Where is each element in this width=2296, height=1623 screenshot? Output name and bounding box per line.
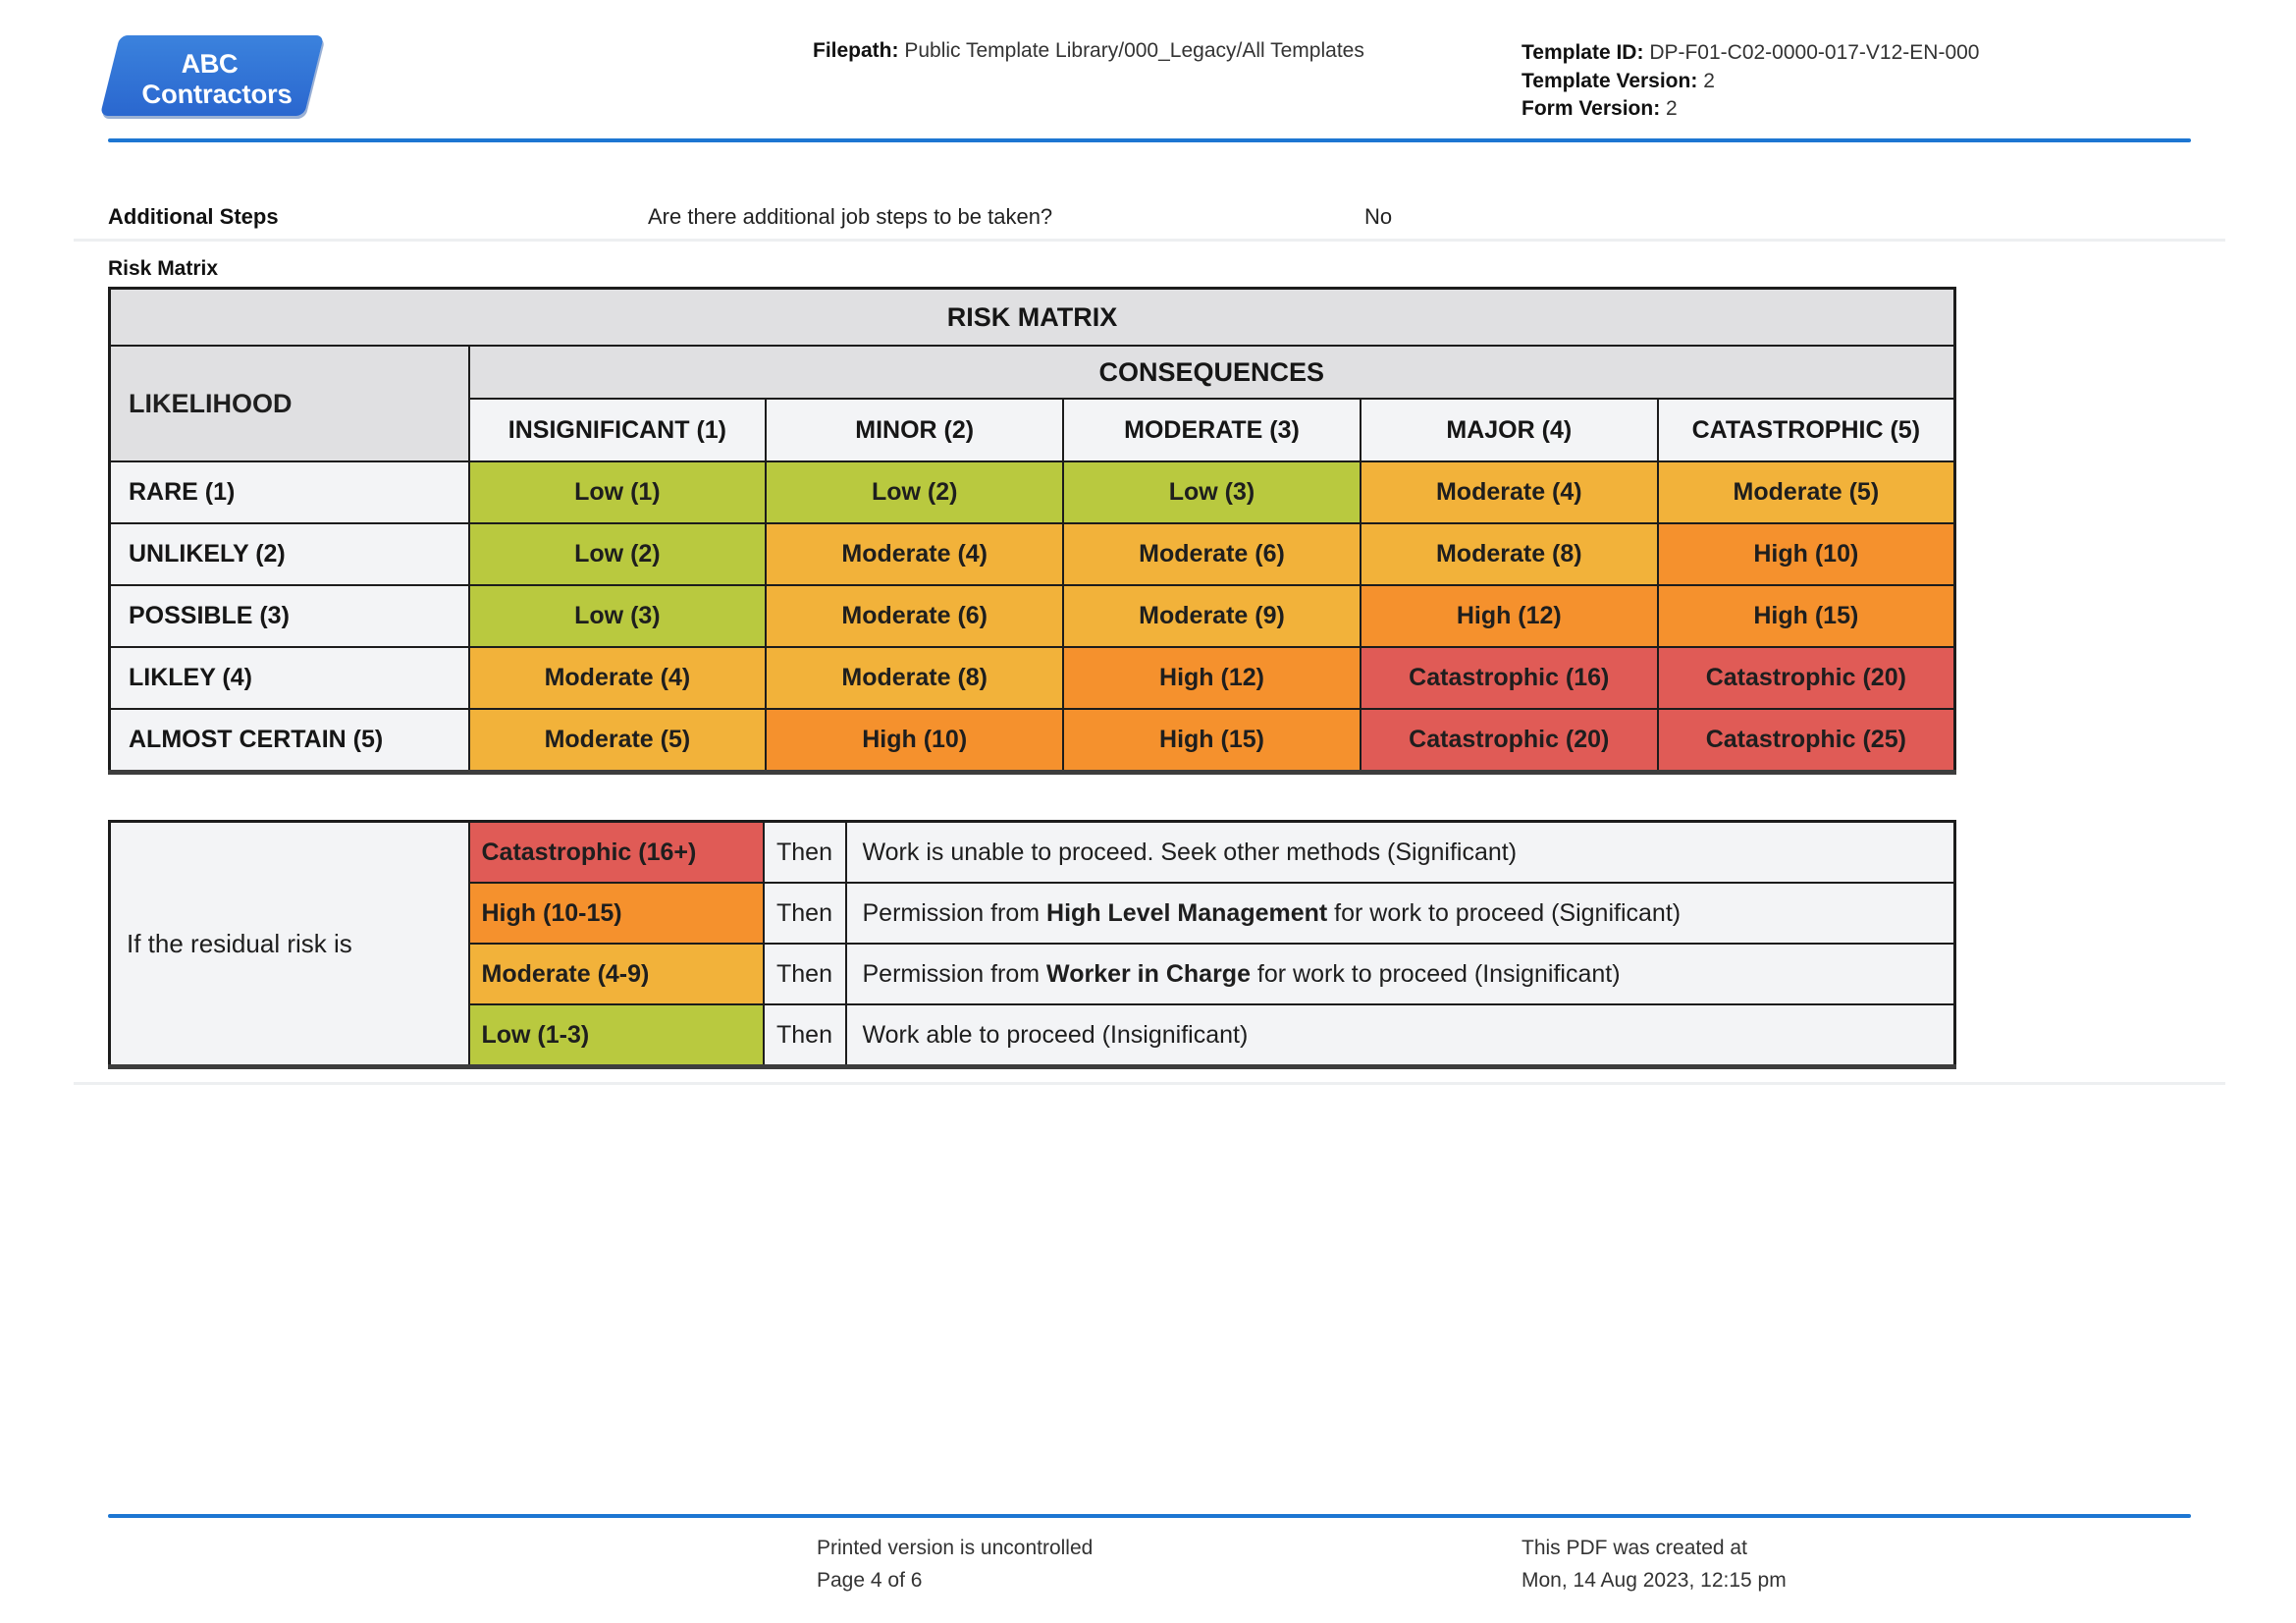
risk-cell: Moderate (8) xyxy=(1361,523,1658,585)
column-header-minor: MINOR (2) xyxy=(766,399,1063,461)
residual-outcome: Work is unable to proceed. Seek other methods (Significant) xyxy=(846,822,1955,884)
table-row xyxy=(110,709,1955,773)
risk-cell: High (12) xyxy=(1063,647,1361,709)
risk-cell: Moderate (4) xyxy=(469,647,767,709)
then-label: Then xyxy=(764,944,846,1004)
residual-level-low: Low (1-3) xyxy=(469,1004,764,1067)
risk-cell: Low (3) xyxy=(469,585,767,647)
pdf-created-value: Mon, 14 Aug 2023, 12:15 pm xyxy=(1522,1569,1787,1592)
risk-cell: Low (2) xyxy=(469,523,767,585)
column-header-moderate: MODERATE (3) xyxy=(1063,399,1361,461)
risk-cell: Moderate (6) xyxy=(1063,523,1361,585)
likelihood-almost-certain: ALMOST CERTAIN (5) xyxy=(110,709,469,773)
section-divider xyxy=(74,239,2225,242)
then-label: Then xyxy=(764,822,846,884)
residual-level-moderate: Moderate (4-9) xyxy=(469,944,764,1004)
table-row xyxy=(110,585,1955,647)
logo-subtitle: EXAMPLE CONTRACTOR COMPANY xyxy=(124,118,324,130)
template-meta xyxy=(1522,39,1979,124)
footer-right xyxy=(1522,1532,1787,1596)
template-version-label: Template Version: xyxy=(1522,69,1698,92)
risk-cell: Catastrophic (20) xyxy=(1658,647,1955,709)
table-row xyxy=(110,523,1955,585)
page-indicator: Page 4 of 6 xyxy=(817,1569,923,1592)
table-row xyxy=(110,461,1955,523)
footer-left xyxy=(817,1532,1093,1596)
matrix-header-row xyxy=(110,346,1955,399)
risk-cell: Moderate (4) xyxy=(1361,461,1658,523)
risk-cell: High (15) xyxy=(1658,585,1955,647)
likelihood-header: LIKELIHOOD xyxy=(110,346,469,461)
additional-steps-label: Additional Steps xyxy=(108,204,279,229)
residual-level-high: High (10-15) xyxy=(469,883,764,944)
uncontrolled-note: Printed version is uncontrolled xyxy=(817,1537,1094,1559)
filepath-value: Public Template Library/000_Legacy/All Templates xyxy=(904,39,1364,62)
additional-steps-question: Are there additional job steps to be taken? xyxy=(648,204,1053,229)
then-label: Then xyxy=(764,1004,846,1067)
risk-cell: Moderate (6) xyxy=(766,585,1063,647)
risk-cell: High (15) xyxy=(1063,709,1361,773)
consequences-header: CONSEQUENCES xyxy=(469,346,1955,399)
logo-title: ABC Contractors xyxy=(137,49,295,109)
template-version-row xyxy=(1522,68,1979,96)
form-version-row xyxy=(1522,95,1979,124)
risk-cell: Moderate (5) xyxy=(1658,461,1955,523)
risk-cell: Moderate (9) xyxy=(1063,585,1361,647)
risk-cell: Catastrophic (20) xyxy=(1361,709,1658,773)
then-label: Then xyxy=(764,883,846,944)
section-divider xyxy=(74,1082,2225,1085)
risk-cell: Moderate (8) xyxy=(766,647,1063,709)
column-header-catastrophic: CATASTROPHIC (5) xyxy=(1658,399,1955,461)
table-row xyxy=(110,822,1955,884)
risk-cell: Catastrophic (25) xyxy=(1658,709,1955,773)
footer-divider xyxy=(108,1514,2191,1518)
likelihood-unlikely: UNLIKELY (2) xyxy=(110,523,469,585)
risk-matrix-title: RISK MATRIX xyxy=(110,289,1955,347)
risk-cell: Low (3) xyxy=(1063,461,1361,523)
likelihood-possible: POSSIBLE (3) xyxy=(110,585,469,647)
template-id-label: Template ID: xyxy=(1522,41,1644,64)
column-header-major: MAJOR (4) xyxy=(1361,399,1658,461)
residual-risk-label: If the residual risk is xyxy=(110,822,469,1067)
residual-outcome: Work able to proceed (Insignificant) xyxy=(846,1004,1955,1067)
pdf-created-label: This PDF was created at xyxy=(1522,1537,1747,1559)
risk-cell: Moderate (4) xyxy=(766,523,1063,585)
likelihood-rare: RARE (1) xyxy=(110,461,469,523)
form-version-label: Form Version: xyxy=(1522,97,1661,120)
table-row xyxy=(110,647,1955,709)
header-divider xyxy=(108,138,2191,142)
column-header-insignificant: INSIGNIFICANT (1) xyxy=(469,399,767,461)
template-version-value: 2 xyxy=(1703,69,1715,92)
risk-cell: Low (1) xyxy=(469,461,767,523)
residual-outcome: Permission from High Level Management for work to proceed (Significant) xyxy=(846,883,1955,944)
matrix-title-row xyxy=(110,289,1955,347)
residual-risk-table xyxy=(108,820,1956,1069)
risk-cell: High (10) xyxy=(1658,523,1955,585)
risk-cell: High (12) xyxy=(1361,585,1658,647)
residual-level-catastrophic: Catastrophic (16+) xyxy=(469,822,764,884)
template-id-value: DP-F01-C02-0000-017-V12-EN-000 xyxy=(1649,41,1980,64)
risk-cell: Catastrophic (16) xyxy=(1361,647,1658,709)
risk-cell: High (10) xyxy=(766,709,1063,773)
risk-matrix-section-label: Risk Matrix xyxy=(108,257,219,280)
likelihood-likely: LIKLEY (4) xyxy=(110,647,469,709)
template-id-row xyxy=(1522,39,1979,68)
risk-cell: Moderate (5) xyxy=(469,709,767,773)
residual-outcome: Permission from Worker in Charge for work to proceed (Insignificant) xyxy=(846,944,1955,1004)
additional-steps-answer: No xyxy=(1364,204,1393,229)
filepath xyxy=(813,39,1364,63)
risk-matrix-table xyxy=(108,287,1956,775)
company-logo xyxy=(110,35,324,130)
risk-cell: Low (2) xyxy=(766,461,1063,523)
filepath-label: Filepath: xyxy=(813,39,899,62)
form-version-value: 2 xyxy=(1666,97,1678,120)
